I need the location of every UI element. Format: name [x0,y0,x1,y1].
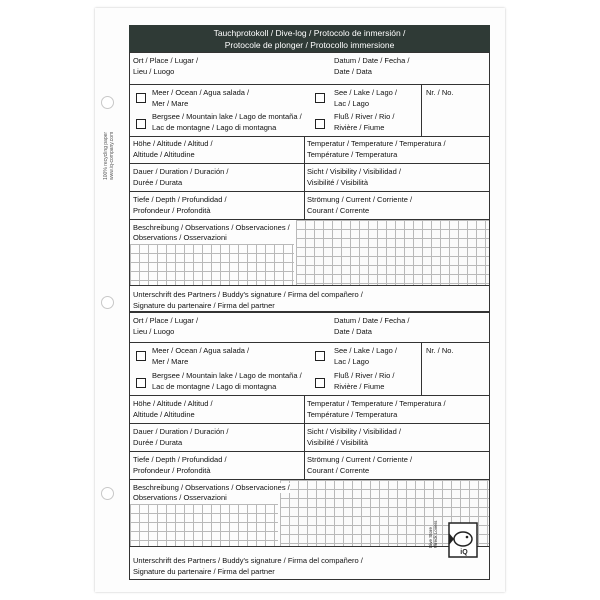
title-line-1: Tauchprotokoll / Dive-log / Protocolo de inmersión / [213,28,406,38]
ocean-checkbox[interactable] [136,93,146,103]
mountain-lake-checkbox[interactable] [136,378,146,388]
current-label-2: Courant / Corrente [307,466,370,475]
place-label: Ort / Place / Lugar / [133,316,199,325]
ocean-label-2: Mer / Mare [152,357,189,366]
date-label-2: Date / Data [334,67,372,76]
place-label: Ort / Place / Lugar / [133,56,199,65]
duration-visibility-row [130,163,489,191]
logo-caption-2: Wreck Lovers [433,520,438,548]
logo-caption [428,521,438,548]
place-date-row [130,53,489,84]
duration-label-2: Durée / Durata [133,178,183,187]
lake-checkbox[interactable] [315,93,325,103]
place-label-2: Lieu / Luogo [133,327,175,336]
divider [421,85,422,136]
depth-current-row [130,191,489,219]
river-label-2: Rivière / Fiume [334,382,385,391]
altitude-label-2: Altitude / Altitudine [133,150,195,159]
depth-label-2: Profondeur / Profondità [133,206,211,215]
logo-letters: iQ [460,549,468,556]
mountain-lake-label: Bergsee / Mountain lake / Lago de montaña / [152,371,302,380]
river-label: Fluß / River / Rio / [334,371,395,380]
depth-label: Tiefe / Depth / Profundidad / [133,195,227,204]
river-checkbox[interactable] [315,378,325,388]
depth-current-row [130,451,489,479]
notes-grid-lower[interactable] [130,244,294,285]
observations-label: Beschreibung / Observations / Observaciones / [133,483,290,492]
current-label-2: Courant / Corrente [307,206,370,215]
duration-label: Dauer / Duration / Duración / [133,167,229,176]
ocean-label: Meer / Ocean / Agua salada / [152,346,250,355]
ocean-label-2: Mer / Mare [152,99,189,108]
logo-caption-1: Dive Store [428,526,433,548]
altitude-temp-row [130,395,489,423]
lake-checkbox[interactable] [315,351,325,361]
ocean-checkbox[interactable] [136,351,146,361]
current-label: Strömung / Current / Corriente / [307,195,413,204]
divider [421,343,422,395]
water-type-row [130,342,489,395]
signature-label: Unterschrift des Partners / Buddy's signature / Firma del compañero / [133,556,363,565]
visibility-label: Sicht / Visibility / Visibilidad / [307,427,401,436]
duration-label-2: Durée / Durata [133,438,183,447]
observations-label-2: Observations / Osservazioni [133,233,227,242]
temperature-label: Temperatur / Temperature / Temperatura / [307,399,446,408]
place-date-row [130,313,489,342]
river-label-2: Rivière / Fiume [334,123,385,132]
altitude-label: Höhe / Altitude / Altitud / [133,399,213,408]
signature-label: Unterschrift des Partners / Buddy's signature / Firma del compañero / [133,290,363,299]
recycling-note: 100% recycling paper [103,131,109,180]
company-url: www.iq-company.com [109,131,115,180]
sidebar-print [103,132,115,180]
observations-label: Beschreibung / Observations / Observaciones / [133,223,290,232]
temperature-label: Temperatur / Temperature / Temperatura / [307,139,446,148]
divider [304,452,305,479]
mountain-lake-label-2: Lac de montagne / Lago di montagna [152,382,277,391]
lake-label: See / Lake / Lago / [334,346,397,355]
water-type-row [130,84,489,136]
ocean-label: Meer / Ocean / Agua salada / [152,88,250,97]
place-label-2: Lieu / Luogo [133,67,175,76]
lake-label: See / Lake / Lago / [334,88,397,97]
altitude-label: Höhe / Altitude / Altitud / [133,139,213,148]
divider [304,192,305,219]
divider [304,424,305,451]
date-label-2: Date / Data [334,327,372,336]
altitude-temp-row [130,136,489,163]
punch-hole [101,487,114,500]
altitude-label-2: Altitude / Altitudine [133,410,195,419]
river-checkbox[interactable] [315,119,325,129]
divider [304,164,305,191]
signature-label-2: Signature du partenaire / Firma del partner [133,301,275,310]
observations-label-2: Observations / Osservazioni [133,493,227,502]
notes-grid-lower[interactable] [130,504,278,546]
punch-hole [101,96,114,109]
signature-row [130,546,489,580]
number-label: Nr. / No. [426,346,454,355]
temperature-label-2: Température / Temperatura [307,150,398,159]
mountain-lake-label: Bergsee / Mountain lake / Lago de montaña / [152,112,302,121]
signature-label-2: Signature du partenaire / Firma del partner [133,567,275,576]
visibility-label-2: Visibilité / Visibilità [307,438,368,447]
date-label: Datum / Date / Fecha / [334,316,410,325]
depth-label-2: Profondeur / Profondità [133,466,211,475]
date-label: Datum / Date / Fecha / [334,56,410,65]
river-label: Fluß / River / Rio / [334,112,395,121]
signature-row [130,285,489,312]
depth-label: Tiefe / Depth / Profundidad / [133,455,227,464]
duration-label: Dauer / Duration / Duración / [133,427,229,436]
visibility-label-2: Visibilité / Visibilità [307,178,368,187]
temperature-label-2: Température / Temperatura [307,410,398,419]
lake-label-2: Lac / Lago [334,357,370,366]
brand-logo [441,521,479,559]
title-line-2: Protocole de plonger / Protocollo immersione [224,40,395,50]
divider [304,396,305,423]
current-label: Strömung / Current / Corriente / [307,455,413,464]
duration-visibility-row [130,423,489,451]
mountain-lake-label-2: Lac de montagne / Lago di montagna [152,123,277,132]
visibility-label: Sicht / Visibility / Visibilidad / [307,167,401,176]
number-label: Nr. / No. [426,88,454,97]
divider [304,137,305,163]
fish-logo-icon [441,521,479,559]
observations-area [130,219,489,285]
notes-grid[interactable] [296,220,489,285]
lake-label-2: Lac / Lago [334,99,370,108]
punch-hole [101,296,114,309]
mountain-lake-checkbox[interactable] [136,119,146,129]
page-title [129,25,490,52]
dive-entry-form-1 [129,52,490,312]
